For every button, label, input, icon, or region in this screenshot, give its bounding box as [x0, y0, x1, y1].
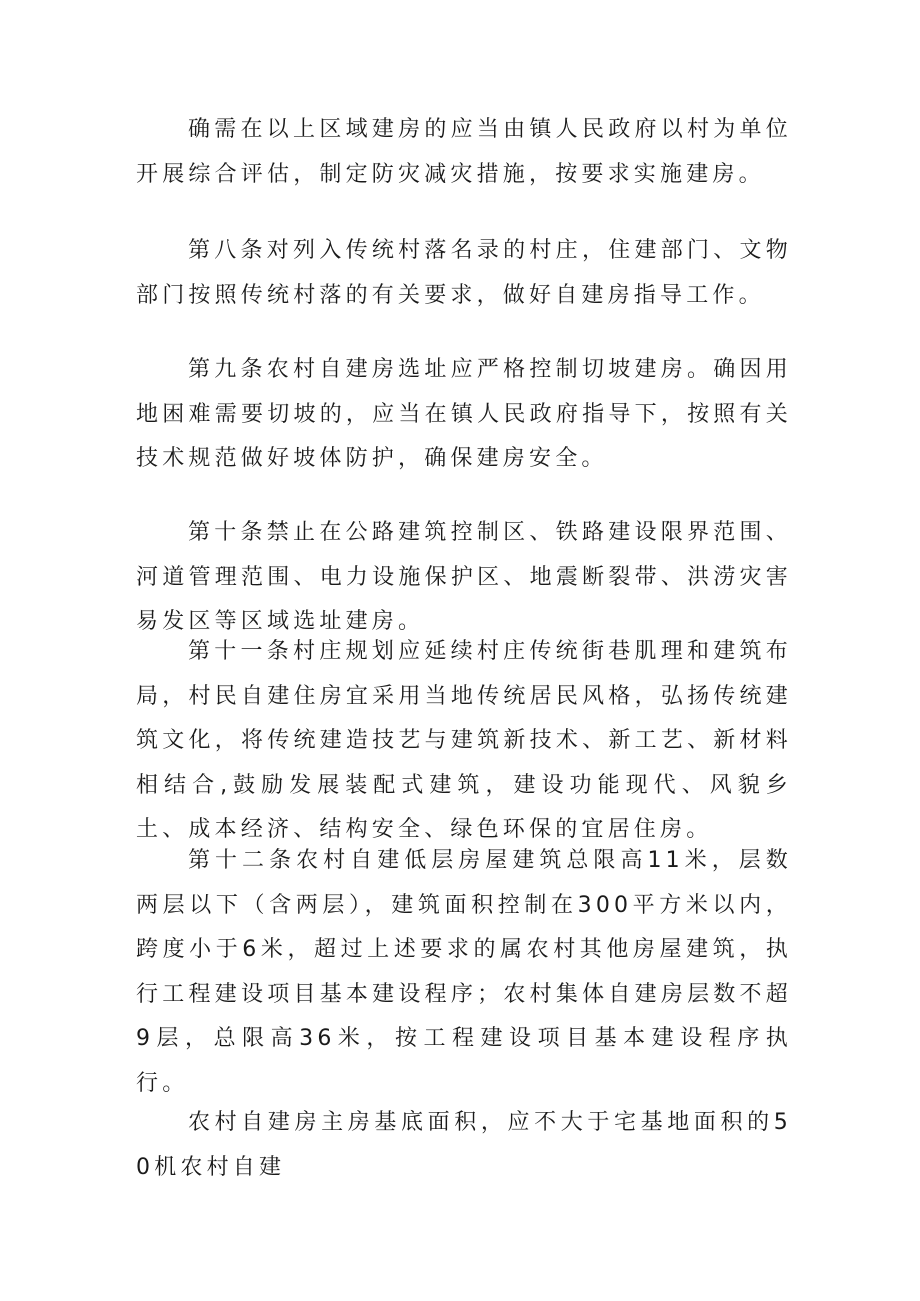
paragraph-article-9: 第九条农村自建房选址应严格控制切坡建房。确因用地困难需要切坡的，应当在镇人民政府指导下，按照有关技术规范做好坡体防护，确保建房安全。 [136, 357, 792, 472]
paragraph-article-10: 第十条禁止在公路建筑控制区、铁路建设限界范围、河道管理范围、电力设施保护区、地震断裂带、洪涝灾害易发区等区域选址建房。 [136, 520, 792, 635]
paragraph-article-8: 第八条对列入传统村落名录的村庄，住建部门、文物部门按照传统村落的有关要求，做好自建房指导工作。 [136, 238, 792, 308]
paragraph-base-area: 农村自建房主房基底面积，应不大于宅基地面积的50机农村自建 [136, 1110, 792, 1180]
paragraph-comprehensive-assessment: 确需在以上区域建房的应当由镇人民政府以村为单位开展综合评估，制定防灾减灾措施，按要求实施建房。 [136, 117, 792, 187]
paragraph-article-11: 第十一条村庄规划应延续村庄传统街巷肌理和建筑布局，村民自建住房宜采用当地传统居民风格，弘扬传统建筑文化，将传统建造技艺与建筑新技术、新工艺、新材料相结合,鼓励发展装配式建筑，建设功能现代、风貌乡土、成本经济、结构安全、绿色环保的宜居住房。 [136, 639, 792, 843]
paragraph-article-12: 第十二条农村自建低层房屋建筑总限高11米，层数两层以下（含两层），建筑面积控制在300平方米以内，跨度小于6米，超过上述要求的属农村其他房屋建筑，执行工程建设项目基本建设程序；农村集体自建房层数不超9层，总限高36米，按工程建设项目基本建设程序执行。 [136, 848, 792, 1096]
